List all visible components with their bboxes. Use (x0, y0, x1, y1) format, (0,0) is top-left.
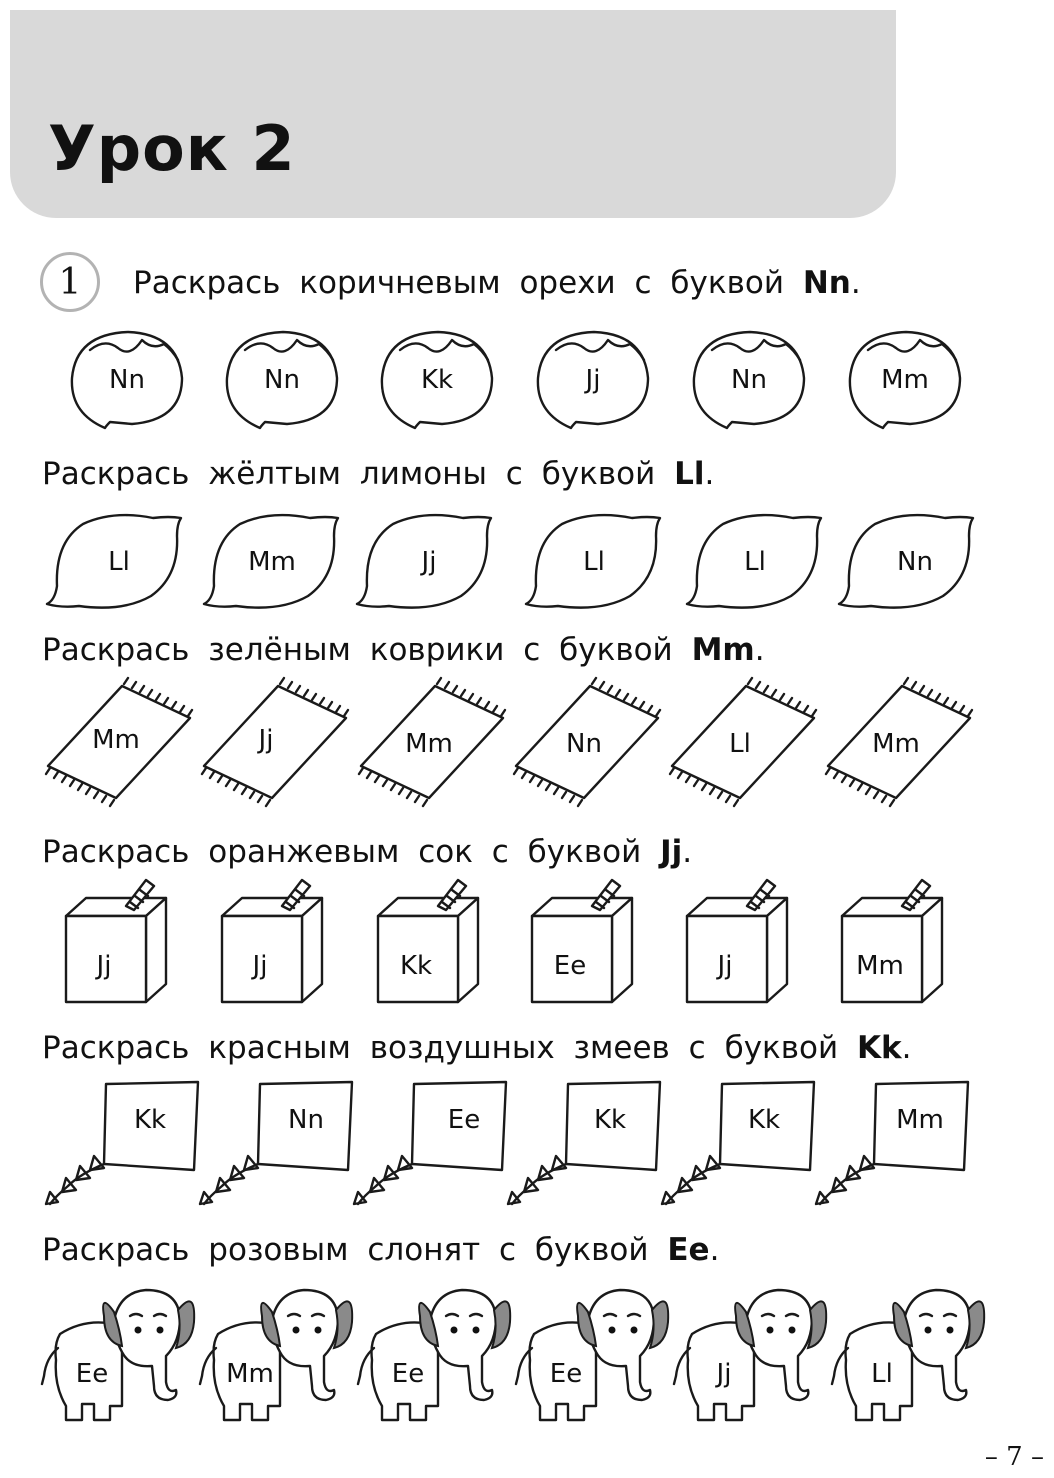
juice-box-4-label: Ee (553, 951, 587, 981)
elephant-4[interactable] (512, 1286, 670, 1426)
elephant-2-label: Mm (226, 1359, 274, 1389)
instruction-elephants: Раскрась розовым слонят с буквой Ee. (42, 1232, 720, 1268)
instruction-juice: Раскрась оранжевым сок с буквой Jj. (42, 834, 693, 870)
instruction-rugs: Раскрась зелёным коврики с буквой Mm. (42, 632, 765, 668)
juice-box-5[interactable] (683, 876, 795, 1008)
rug-3-label: Mm (405, 729, 453, 759)
rug-1-label: Mm (92, 725, 140, 755)
nut-5[interactable] (692, 328, 807, 436)
juice-box-2[interactable] (218, 876, 330, 1008)
elephant-3-label: Ee (391, 1359, 425, 1389)
nut-6[interactable] (848, 328, 963, 436)
lemon-1[interactable] (43, 512, 185, 612)
lemon-5-label: Ll (744, 547, 766, 577)
rug-2-label: Jj (258, 725, 274, 755)
rug-3[interactable] (355, 678, 511, 806)
kite-6[interactable] (814, 1078, 970, 1210)
kite-1[interactable] (44, 1078, 200, 1210)
kite-4[interactable] (506, 1078, 662, 1210)
lemon-5[interactable] (683, 512, 825, 612)
elephant-1-label: Ee (75, 1359, 109, 1389)
nut-5-label: Nn (731, 365, 767, 395)
juice-box-1[interactable] (62, 876, 174, 1008)
lemons-row (0, 512, 1054, 612)
juice-box-3-label: Kk (399, 951, 433, 981)
kite-5-label: Kk (747, 1105, 781, 1135)
kite-3-label: Ee (447, 1105, 481, 1135)
kite-3[interactable] (352, 1078, 508, 1210)
elephant-6-label: Ll (871, 1359, 893, 1389)
elephant-5-label: Jj (716, 1359, 732, 1389)
rug-5-label: Ll (729, 729, 751, 759)
nut-3-label: Kk (420, 365, 454, 395)
nut-4[interactable] (536, 328, 651, 436)
kite-6-label: Mm (896, 1105, 944, 1135)
lemon-3-label: Jj (421, 547, 437, 577)
nut-4-label: Jj (585, 365, 601, 395)
elephant-5[interactable] (670, 1286, 828, 1426)
rug-1[interactable] (42, 678, 198, 806)
lemon-4-label: Ll (583, 547, 605, 577)
instruction-lemons: Раскрась жёлтым лимоны с буквой Ll. (42, 456, 715, 492)
kite-5[interactable] (660, 1078, 816, 1210)
rug-4-label: Nn (566, 729, 602, 759)
rug-4[interactable] (510, 678, 666, 806)
instruction-kites: Раскрась красным воздушных змеев с буквой Kk. (42, 1030, 912, 1066)
lemon-4[interactable] (522, 512, 664, 612)
nuts-row (0, 328, 1054, 436)
nut-1-label: Nn (109, 365, 145, 395)
kite-2[interactable] (198, 1078, 354, 1210)
lemon-6-label: Nn (897, 547, 933, 577)
juice-box-4[interactable] (528, 876, 640, 1008)
juice-box-6[interactable] (838, 876, 950, 1008)
juice-row (0, 876, 1054, 1008)
elephant-2[interactable] (196, 1286, 354, 1426)
kite-2-label: Nn (288, 1105, 324, 1135)
nut-2-label: Nn (264, 365, 300, 395)
nut-3[interactable] (380, 328, 495, 436)
juice-box-3[interactable] (374, 876, 486, 1008)
elephant-1[interactable] (38, 1286, 196, 1426)
instruction-nuts: Раскрась коричневым орехи с буквой Nn. (133, 265, 861, 301)
page-number: – 7 – (984, 1442, 1044, 1472)
lemon-1-label: Ll (108, 547, 130, 577)
rug-6-label: Mm (872, 729, 920, 759)
elephant-6[interactable] (828, 1286, 986, 1426)
elephants-row (0, 1286, 1054, 1426)
rug-5[interactable] (666, 678, 822, 806)
nut-1[interactable] (70, 328, 185, 436)
lesson-title: Урок 2 (48, 112, 296, 185)
rugs-row (0, 678, 1054, 806)
juice-box-6-label: Mm (856, 951, 904, 981)
rug-2[interactable] (198, 678, 354, 806)
lemon-2[interactable] (200, 512, 342, 612)
juice-box-5-label: Jj (717, 951, 733, 981)
task-number-badge: 1 (40, 252, 100, 312)
elephant-3[interactable] (354, 1286, 512, 1426)
kite-4-label: Kk (593, 1105, 627, 1135)
lemon-3[interactable] (353, 512, 495, 612)
kite-1-label: Kk (133, 1105, 167, 1135)
kites-row (0, 1078, 1054, 1210)
nut-2[interactable] (225, 328, 340, 436)
lemon-6[interactable] (835, 512, 977, 612)
juice-box-1-label: Jj (96, 951, 112, 981)
nut-6-label: Mm (881, 365, 929, 395)
lemon-2-label: Mm (248, 547, 296, 577)
rug-6[interactable] (822, 678, 978, 806)
elephant-4-label: Ee (549, 1359, 583, 1389)
juice-box-2-label: Jj (252, 951, 268, 981)
